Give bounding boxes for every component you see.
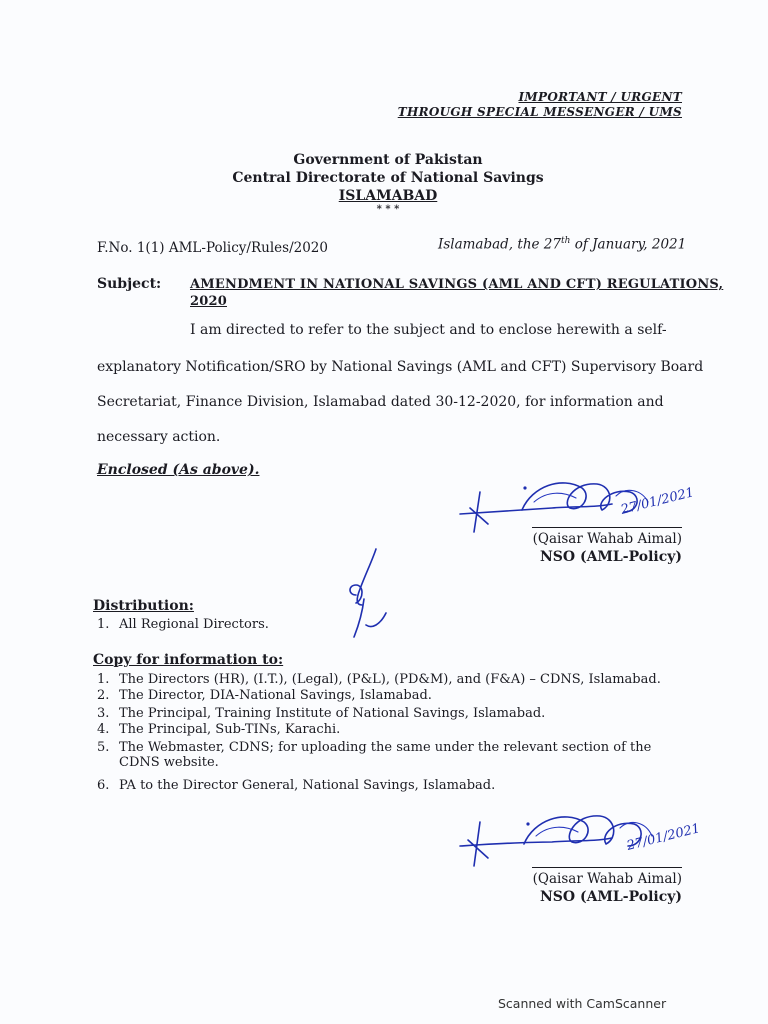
copy-item: 6. PA to the Director General, National Savings, Islamabad. bbox=[97, 778, 496, 793]
copy-item: 3. The Principal, Training Institute of National Savings, Islamabad. bbox=[97, 706, 546, 721]
copy-info-heading: Copy for information to: bbox=[93, 652, 284, 668]
file-number: F.No. 1(1) AML-Policy/Rules/2020 bbox=[97, 240, 328, 256]
signature-2-date: 27/01/2021 bbox=[625, 821, 702, 854]
urgent-line-1: IMPORTANT / URGENT bbox=[518, 90, 682, 104]
subject-label: Subject: bbox=[97, 276, 162, 292]
copy-item: 5. The Webmaster, CDNS; for uploading the same under the relevant section of the bbox=[97, 740, 652, 755]
subject-line-1: AMENDMENT IN NATIONAL SAVINGS (AML AND CFT) REGULATIONS, bbox=[190, 277, 724, 292]
copy-item-continuation: CDNS website. bbox=[119, 755, 219, 770]
subject-line-2: 2020 bbox=[190, 294, 227, 309]
org-city: ISLAMABAD bbox=[338, 188, 438, 204]
signature-1-title: NSO (AML-Policy) bbox=[539, 549, 682, 565]
body-line-1: I am directed to refer to the subject and to enclose herewith a self- bbox=[190, 322, 667, 338]
org-name-line-1: Government of Pakistan bbox=[293, 152, 483, 168]
header-stars: * * * bbox=[376, 204, 400, 215]
scanner-watermark: Scanned with CamScanner bbox=[498, 996, 667, 1011]
body-line-3: Secretariat, Finance Division, Islamabad dated 30-12-2020, for information and bbox=[97, 394, 664, 410]
initials-mark bbox=[336, 545, 406, 645]
urgent-line-2: THROUGH SPECIAL MESSENGER / UMS bbox=[397, 105, 682, 119]
signature-2-title: NSO (AML-Policy) bbox=[539, 889, 682, 905]
copy-item: 1. The Directors (HR), (I.T.), (Legal), (P&L), (PD&M), and (F&A) – CDNS, Islamabad. bbox=[97, 672, 661, 687]
copy-item: 4. The Principal, Sub-TINs, Karachi. bbox=[97, 722, 341, 737]
signature-2-rule bbox=[532, 867, 682, 868]
signature-2-name: (Qaisar Wahab Aimal) bbox=[532, 871, 682, 887]
body-line-2: explanatory Notification/SRO by National Savings (AML and CFT) Supervisory Board bbox=[97, 359, 704, 375]
signature-1-name: (Qaisar Wahab Aimal) bbox=[532, 531, 682, 547]
distribution-item: 1. All Regional Directors. bbox=[97, 617, 269, 632]
signature-1-rule bbox=[532, 527, 682, 528]
body-line-4: necessary action. bbox=[97, 429, 221, 445]
copy-item: 2. The Director, DIA-National Savings, Islamabad. bbox=[97, 688, 432, 703]
letter-date: Islamabad, the 27th of January, 2021 bbox=[438, 236, 687, 253]
enclosed-note: Enclosed (As above). bbox=[97, 462, 260, 478]
signature-1-date: 27/01/2021 bbox=[619, 485, 696, 518]
org-name-line-2: Central Directorate of National Savings bbox=[232, 170, 544, 186]
distribution-heading: Distribution: bbox=[93, 598, 194, 614]
